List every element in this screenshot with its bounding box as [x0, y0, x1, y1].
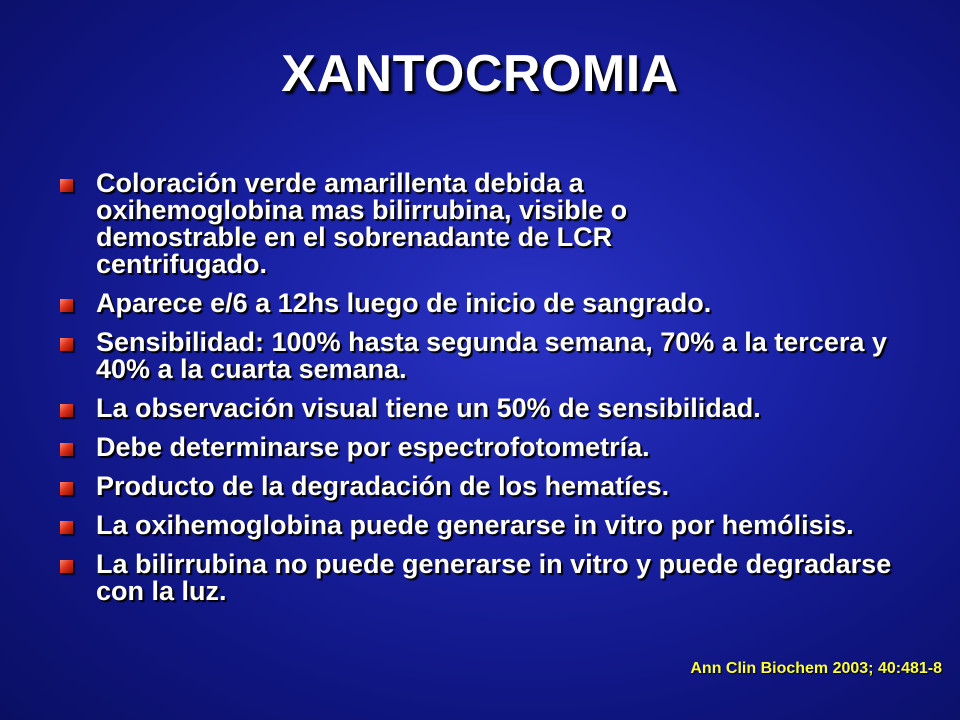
bullet-text: Sensibilidad: 100% hasta segunda semana, 70% a la tercera y 40% a la cuarta semana. — [96, 327, 887, 384]
bullet-item — [56, 434, 916, 461]
square-bullet-icon — [60, 179, 73, 192]
bullet-item — [56, 395, 916, 422]
bullet-text: Debe determinarse por espectrofotometría. — [96, 432, 650, 462]
bullet-item — [56, 290, 916, 317]
square-bullet-icon — [60, 482, 73, 495]
bullet-text: Producto de la degradación de los hematíes. — [96, 471, 670, 501]
bullet-item — [56, 473, 916, 500]
citation: Ann Clin Biochem 2003; 40:481-8 — [690, 660, 942, 677]
square-bullet-icon — [60, 443, 73, 456]
bullet-text: Aparece e/6 a 12hs luego de inicio de sangrado. — [96, 288, 712, 318]
bullet-item — [56, 329, 916, 383]
square-bullet-icon — [60, 338, 73, 351]
bullet-text: La oxihemoglobina puede generarse in vitro por hemólisis. — [96, 510, 854, 540]
bullet-list — [56, 170, 916, 617]
bullet-item — [56, 170, 716, 278]
bullet-text: La bilirrubina no puede generarse in vitro y puede degradarse con la luz. — [96, 549, 892, 606]
square-bullet-icon — [60, 521, 73, 534]
slide-title: XANTOCROMIA — [281, 45, 679, 103]
square-bullet-icon — [60, 560, 73, 573]
bullet-item — [56, 551, 896, 605]
bullet-text: Coloración verde amarillenta debida a oxihemoglobina mas bilirrubina, visible o demostrable en el sobrenadante de LCR centrifugado. — [96, 168, 628, 279]
square-bullet-icon — [60, 404, 73, 417]
bullet-item — [56, 512, 876, 539]
square-bullet-icon — [60, 299, 73, 312]
bullet-text: La observación visual tiene un 50% de sensibilidad. — [96, 393, 761, 423]
